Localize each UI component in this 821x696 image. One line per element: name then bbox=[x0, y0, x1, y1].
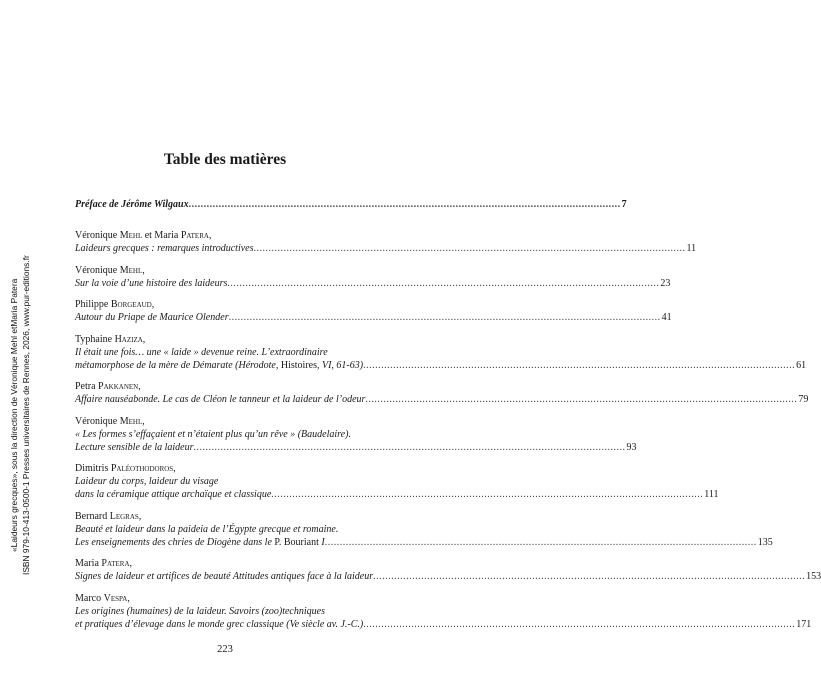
title-text: Sur la voie d’une histoire des laideurs bbox=[75, 277, 228, 289]
author-author-first: Petra bbox=[75, 381, 99, 392]
page-title: Table des matières bbox=[163, 151, 287, 168]
author-author-end: , bbox=[142, 415, 145, 427]
title-text: Lecture sensible de la laideur bbox=[75, 441, 194, 453]
toc-title-line[interactable] bbox=[75, 488, 719, 501]
title-text: Affaire nauséabonde. Le cas de Cléon le tanneur et la laideur de l’odeur bbox=[75, 394, 366, 405]
toc-title-line-continued bbox=[75, 428, 393, 441]
toc-entry bbox=[75, 333, 807, 372]
toc-title-line[interactable] bbox=[75, 242, 697, 255]
toc-title-text bbox=[75, 536, 325, 549]
toc-page-number: 93 bbox=[626, 441, 637, 453]
title-text-b: I bbox=[318, 536, 325, 548]
author-author-end: , bbox=[129, 558, 133, 569]
author-author-end: , bbox=[138, 381, 141, 392]
toc-title-line[interactable] bbox=[75, 359, 807, 372]
toc-author bbox=[75, 592, 393, 605]
toc-author bbox=[75, 229, 393, 242]
toc-preface-page: 7 bbox=[621, 199, 627, 210]
table-of-contents bbox=[75, 198, 821, 639]
author-author-first: Véronique bbox=[75, 230, 120, 241]
toc-title-line[interactable] bbox=[75, 311, 672, 324]
author-author-last: Patera bbox=[101, 558, 130, 569]
toc-entry bbox=[75, 462, 719, 501]
toc-entry bbox=[75, 557, 821, 583]
page-number: 223 bbox=[217, 644, 233, 655]
toc-author bbox=[75, 462, 393, 475]
toc-author bbox=[75, 298, 393, 311]
toc-entry bbox=[75, 510, 773, 549]
title-text: Laideurs grecques : remarques introductives bbox=[75, 243, 254, 254]
side-text-line-2: ISBN 979-10-413-0500-1 Presses universitaires de Rennes, 2026, www.pur-editions.fr bbox=[21, 255, 31, 575]
toc-title-line[interactable] bbox=[75, 277, 671, 290]
toc-author bbox=[75, 380, 393, 393]
author-author-last: Mehl bbox=[119, 230, 143, 241]
toc-preface[interactable] bbox=[75, 198, 627, 211]
toc-title-text bbox=[75, 570, 373, 583]
toc-page-number: 23 bbox=[660, 277, 671, 289]
leader-dots bbox=[365, 393, 797, 406]
toc-entry bbox=[75, 592, 812, 631]
toc-title-text bbox=[75, 242, 254, 255]
toc-page-number: 171 bbox=[796, 618, 812, 630]
title-text: Autour du Priape de Maurice Olender bbox=[75, 312, 229, 323]
leader-dots bbox=[271, 488, 703, 501]
author-author-first: Véronique bbox=[75, 264, 120, 276]
toc-entry bbox=[75, 415, 637, 454]
leader-dots bbox=[254, 242, 686, 255]
toc-author bbox=[75, 557, 393, 570]
toc-entry bbox=[75, 229, 697, 255]
toc-page-number: 111 bbox=[704, 489, 719, 500]
leader-dots bbox=[373, 570, 805, 583]
toc-title-text bbox=[75, 618, 363, 631]
title-text-roman: P. Bouriant bbox=[274, 536, 319, 548]
author-author-mid: et Maria bbox=[142, 230, 181, 241]
title-text-b: , VI, 61-63) bbox=[316, 359, 364, 371]
toc-page-number: 135 bbox=[757, 536, 773, 548]
toc-title-line[interactable] bbox=[75, 618, 812, 631]
title-text: Signes de laideur et artifices de beauté Attitudes antiques face à la laideur bbox=[75, 571, 374, 582]
toc-title-text bbox=[75, 488, 271, 501]
toc-title-line[interactable] bbox=[75, 441, 637, 454]
title-text-a: métamorphose de la mère de Démarate (Hérodote, bbox=[75, 359, 281, 371]
toc-title-line[interactable] bbox=[75, 393, 809, 406]
author-author-first: Bernard bbox=[75, 510, 110, 522]
toc-title-text bbox=[75, 441, 194, 454]
author-author-first: Dimitris bbox=[75, 463, 111, 474]
leader-dots bbox=[325, 536, 757, 549]
toc-entry bbox=[75, 380, 809, 406]
leader-dots bbox=[229, 311, 661, 324]
toc-title-line[interactable] bbox=[75, 536, 773, 549]
toc-page-number: 61 bbox=[796, 359, 807, 371]
toc-page-number: 11 bbox=[686, 243, 697, 254]
author-author-last: Haziza bbox=[114, 333, 143, 345]
author-author-end: , bbox=[127, 592, 130, 604]
toc-page-number: 79 bbox=[798, 394, 809, 405]
title-text: Beauté et laideur dans la paideia de l’Égypte grecque et romaine. bbox=[75, 523, 339, 535]
leader-dots bbox=[363, 618, 795, 631]
toc-title-text bbox=[75, 393, 365, 406]
title-text: et pratiques d’élevage dans le monde grec classique (Ve siècle av. J.-C.) bbox=[75, 618, 364, 630]
title-text: Les origines (humaines) de la laideur. Savoirs (zoo)techniques bbox=[75, 605, 325, 617]
leader-dots bbox=[363, 359, 795, 372]
author-author-last: Borgeaud bbox=[110, 299, 152, 310]
author-author-end: , bbox=[142, 264, 145, 276]
author-author-last2: Patera bbox=[180, 230, 209, 241]
toc-title-line[interactable] bbox=[75, 570, 821, 583]
side-text-line-1: «Laideurs grecques», sous la direction de Véronique Mehl etMaria Patera bbox=[9, 278, 19, 552]
toc-title-line-continued bbox=[75, 523, 393, 536]
leader-dots bbox=[227, 277, 659, 290]
author-author-last: Pakkanen bbox=[98, 381, 139, 392]
author-author-first: Véronique bbox=[75, 415, 120, 427]
toc-title-text bbox=[75, 311, 229, 324]
toc-author bbox=[75, 333, 393, 346]
author-author-last: Legras bbox=[109, 510, 139, 522]
author-author-last: Vespa bbox=[103, 592, 128, 604]
author-author-last: Mehl bbox=[119, 415, 143, 427]
toc-title-line-continued bbox=[75, 346, 393, 359]
toc-author bbox=[75, 415, 393, 428]
toc-entry bbox=[75, 264, 671, 290]
toc-title-line-continued bbox=[75, 605, 393, 618]
toc-entry bbox=[75, 298, 672, 324]
toc-entries bbox=[75, 229, 821, 631]
title-text: « Les formes s’effaçaient et n’étaient plus qu’un rêve » (Baudelaire). bbox=[75, 428, 351, 440]
title-text-roman: Histoires bbox=[280, 359, 317, 371]
author-author-end: , bbox=[142, 333, 146, 345]
title-text: Laideur du corps, laideur du visage bbox=[75, 476, 219, 487]
toc-author bbox=[75, 264, 393, 277]
author-author-first: Marco bbox=[75, 592, 104, 604]
title-text-a: Les enseignements des chries de Diogène dans le bbox=[75, 536, 275, 548]
title-text: dans la céramique attique archaïque et classique bbox=[75, 489, 272, 500]
author-author-first: Typhaine bbox=[75, 333, 115, 345]
leader-dots bbox=[194, 441, 626, 454]
toc-author bbox=[75, 510, 393, 523]
author-author-last: Mehl bbox=[119, 264, 143, 276]
author-author-end: , bbox=[151, 299, 155, 310]
side-copyright-notice bbox=[2, 150, 38, 680]
leader-dots bbox=[189, 198, 621, 211]
author-author-last: Paléothodoros bbox=[110, 463, 174, 474]
author-author-first: Philippe bbox=[75, 299, 111, 310]
toc-page-number: 41 bbox=[661, 312, 672, 323]
author-author-end: , bbox=[138, 510, 142, 522]
toc-page-number: 153 bbox=[806, 571, 821, 582]
title-text: Il était une fois… une « laide » devenue reine. L’extraordinaire bbox=[75, 346, 328, 358]
toc-title-line-continued bbox=[75, 475, 393, 488]
author-author-end: , bbox=[208, 230, 212, 241]
toc-preface-title: Préface de Jérôme Wilgaux bbox=[75, 199, 189, 210]
author-author-end: , bbox=[173, 463, 176, 474]
toc-title-text bbox=[75, 359, 363, 372]
toc-title-text bbox=[75, 277, 227, 290]
author-author-first: Maria bbox=[75, 558, 102, 569]
